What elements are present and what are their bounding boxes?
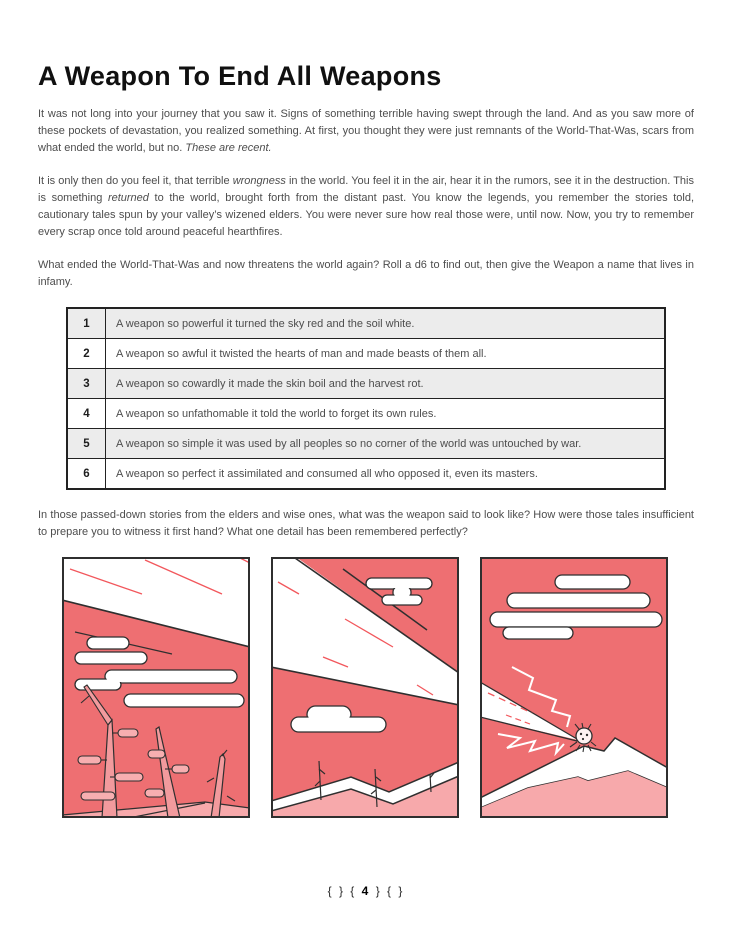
table-row [67, 399, 665, 429]
footer-ornament-left: { } { [327, 884, 357, 898]
page-content [38, 60, 694, 818]
roll-number-cell: 4 [67, 399, 106, 429]
wrongness-paragraph [38, 173, 694, 241]
text-segment: What ended the World-That-Was and now threatens the world again? Roll a d6 to find out, then give the Weapon a name that lives in infamy. [38, 259, 694, 288]
text-segment: returned [107, 192, 149, 204]
table-row [67, 308, 665, 339]
roll-prompt-paragraph [38, 257, 694, 291]
roll-number-cell: 2 [67, 339, 106, 369]
footer-ornament-right: } { } [375, 884, 405, 898]
weapon-description-cell: A weapon so powerful it turned the sky red and the soil white. [106, 308, 666, 339]
table-row [67, 369, 665, 399]
page-title: A Weapon To End All Weapons [38, 61, 442, 91]
weapon-description-cell: A weapon so unfathomable it told the world to forget its own rules. [106, 399, 666, 429]
intro-paragraph [38, 106, 694, 157]
panel-illustration-1 [62, 557, 250, 818]
text-segment: to the world, brought forth from the distant past. You know the legends, you remember the stories told, cautionary tales spun by your valley’s wizened elders. You were never sure how real those were, until now. Now, you try to remember every scrap once told around peaceful hearthfires. [38, 192, 694, 238]
roll-number-cell: 1 [67, 308, 106, 339]
text-segment: It was not long into your journey that you saw it. Signs of something terrible having swept through the land. And as you saw more of these pockets of devastation, you realized something. At first, you thought they were just remnants of the World-That-Was, scars from what ended the world, but no. [38, 108, 694, 154]
table-row [67, 429, 665, 459]
illustration-row [62, 557, 694, 818]
weapon-description-cell: A weapon so perfect it assimilated and consumed all who opposed it, even its masters. [106, 459, 666, 490]
text-segment: It is only then do you feel it, that terrible [38, 175, 233, 187]
weapon-table-body [67, 308, 665, 489]
stories-question-paragraph [38, 507, 694, 541]
d6-weapon-table [66, 307, 666, 490]
table-row [67, 459, 665, 490]
text-segment: wrongness [232, 175, 286, 187]
page-number: 4 [361, 884, 371, 898]
roll-number-cell: 3 [67, 369, 106, 399]
weapon-description-cell: A weapon so simple it was used by all peoples so no corner of the world was untouched by war. [106, 429, 666, 459]
weapon-description-cell: A weapon so awful it twisted the hearts of man and made beasts of them all. [106, 339, 666, 369]
panel-illustration-3 [480, 557, 668, 818]
text-segment: in the world. You feel it in the air, hear it in the rumors, see it in the destruction. This is something [38, 175, 694, 204]
panel-illustration-2 [271, 557, 459, 818]
text-segment: In those passed-down stories from the elders and wise ones, what was the weapon said to look like? How were those tales insufficient to prepare you to witness it first hand? What one detail has been remembered perfectly? [38, 509, 694, 538]
roll-number-cell: 6 [67, 459, 106, 490]
table-row [67, 339, 665, 369]
weapon-description-cell: A weapon so cowardly it made the skin boil and the harvest rot. [106, 369, 666, 399]
page-footer [0, 884, 732, 898]
text-segment: These are recent. [185, 142, 272, 154]
roll-number-cell: 5 [67, 429, 106, 459]
